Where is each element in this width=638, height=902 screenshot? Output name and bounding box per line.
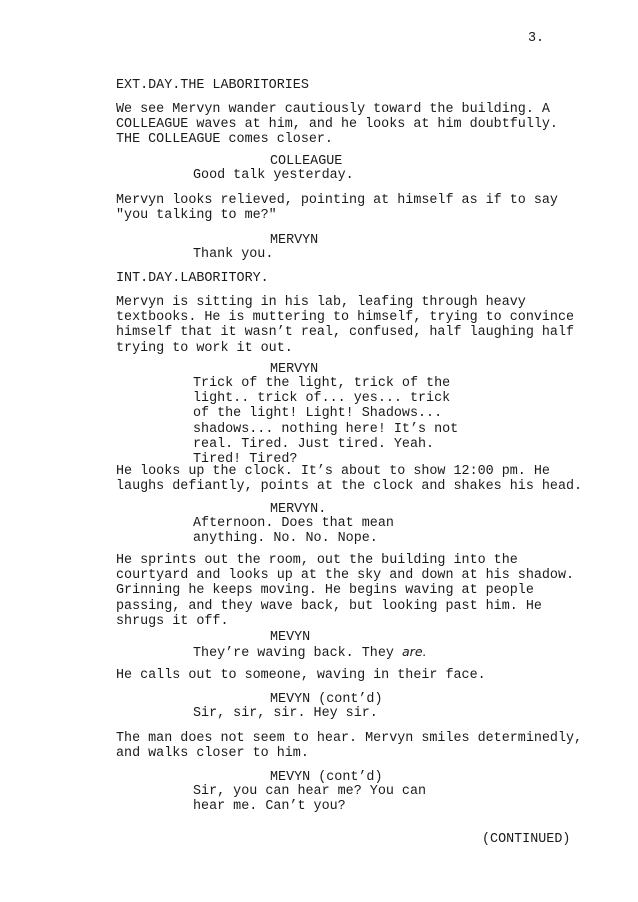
character-cue-mevyn-contd: MEVYN (cont’d) xyxy=(270,692,383,707)
character-cue-colleague: COLLEAGUE xyxy=(270,154,343,169)
scene-heading-int-laboratory: INT.DAY.LABORITORY. xyxy=(116,271,269,286)
continued-marker: (CONTINUED) xyxy=(482,832,571,847)
dialogue-afternoon: Afternoon. Does that mean anything. No. No. Nope. xyxy=(193,516,394,547)
character-cue-mervyn: MERVYN xyxy=(270,233,319,248)
action-clock: He looks up the clock. It’s about to show 12:00 pm. He laughs defiantly, points at the clock and shakes his head. xyxy=(116,464,583,495)
character-cue-mervyn-3: MERVYN. xyxy=(270,502,327,517)
dialogue-can-you-hear-me: Sir, you can hear me? You can hear me. Can’t you? xyxy=(193,784,427,815)
action-man-does-not-hear: The man does not seem to hear. Mervyn smiles determinedly, and walks closer to him. xyxy=(116,731,583,762)
dialogue-colleague: Good talk yesterday. xyxy=(193,168,354,183)
character-cue-mevyn: MEVYN xyxy=(270,630,311,645)
action-courtyard: He sprints out the room, out the building into the courtyard and looks up at the sky and down at his shadow. Grinning he keeps moving. He begins waving at people passing, and they wave back, but looking past him. He shrugs it off. xyxy=(116,553,575,629)
action-mervyn-in-lab: Mervyn is sitting in his lab, leafing through heavy textbooks. He is muttering to himself, trying to convince himself that it wasn’t real, confused, half laughing half trying to work it out. xyxy=(116,295,575,356)
scene-heading-ext-laboratories: EXT.DAY.THE LABORITORIES xyxy=(116,78,309,93)
character-cue-mervyn-2: MERVYN xyxy=(270,362,319,377)
page-number: 3. xyxy=(528,31,545,46)
dialogue-waving-back xyxy=(193,644,427,661)
action-mervyn-wanders: We see Mervyn wander cautiously toward the building. A COLLEAGUE waves at him, and he looks at him doubtfully. THE COLLEAGUE comes closer. xyxy=(116,102,558,148)
dialogue-trick-of-light: Trick of the light, trick of the light.. trick of... yes... trick of the light! Light! Shadows... shadows... nothing here! It’s not real. Tired. Just tired. Yeah. Tired! Tired? xyxy=(193,376,459,468)
action-mervyn-relieved: Mervyn looks relieved, pointing at himself as if to say "you talking to me?" xyxy=(116,193,558,224)
dialogue-emphasis: are. xyxy=(401,644,427,659)
dialogue-text: They’re waving back. They xyxy=(193,646,402,661)
action-calls-out: He calls out to someone, waving in their face. xyxy=(116,668,486,683)
character-cue-mevyn-contd-2: MEVYN (cont’d) xyxy=(270,770,383,785)
dialogue-mervyn-thanks: Thank you. xyxy=(193,247,274,262)
dialogue-hey-sir: Sir, sir, sir. Hey sir. xyxy=(193,706,378,721)
